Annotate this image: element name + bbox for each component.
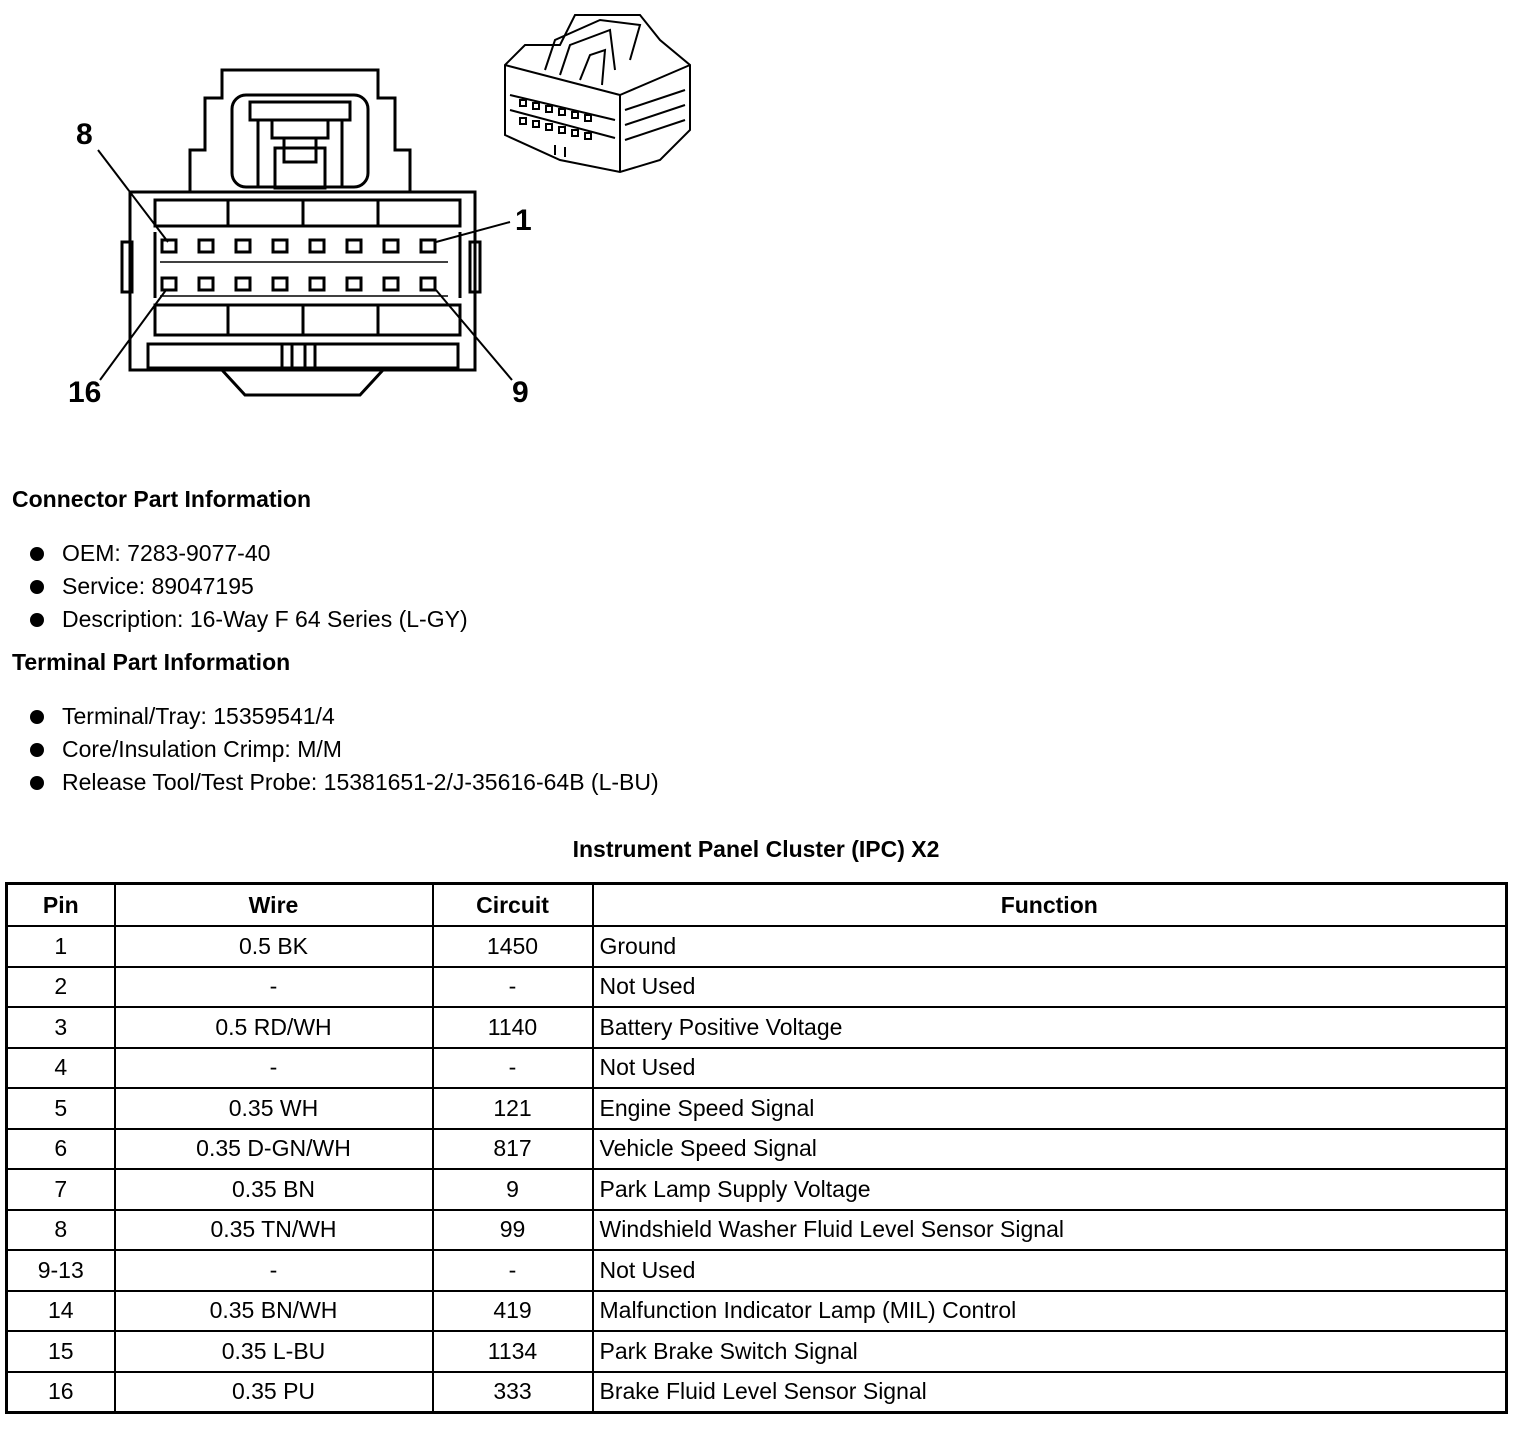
function-cell: Brake Fluid Level Sensor Signal [593,1372,1507,1413]
table-row [7,1372,1507,1413]
function-cell: Not Used [593,967,1507,1008]
pin-cell: 5 [7,1088,115,1129]
list-item: Description: 16-Way F 64 Series (L-GY) [28,603,468,636]
function-cell: Battery Positive Voltage [593,1007,1507,1048]
pin-label-9: 9 [512,376,529,409]
pin-cell: 14 [7,1291,115,1332]
table-header-row [7,884,1507,927]
circuit-cell: - [433,1048,593,1089]
pin-label-8: 8 [76,118,93,151]
wire-cell: - [115,1048,433,1089]
connector-3d-view [505,15,690,172]
wire-cell: 0.35 L-BU [115,1331,433,1372]
pin-label-1: 1 [515,204,532,237]
function-cell: Windshield Washer Fluid Level Sensor Signal [593,1210,1507,1251]
list-item: Terminal/Tray: 15359541/4 [28,700,659,733]
function-cell: Ground [593,926,1507,967]
table-row [7,1291,1507,1332]
table-row [7,1007,1507,1048]
terminal-info-list [28,700,659,799]
circuit-cell: 9 [433,1169,593,1210]
list-item: Release Tool/Test Probe: 15381651-2/J-35616-64B (L-BU) [28,766,659,799]
function-cell: Not Used [593,1048,1507,1089]
circuit-cell: 1450 [433,926,593,967]
function-cell: Park Brake Switch Signal [593,1331,1507,1372]
wire-cell: 0.35 BN [115,1169,433,1210]
pin-cell: 3 [7,1007,115,1048]
circuit-cell: - [433,1250,593,1291]
pin-cell: 16 [7,1372,115,1413]
wire-cell: 0.5 RD/WH [115,1007,433,1048]
table-title: Instrument Panel Cluster (IPC) X2 [572,836,940,862]
function-cell: Engine Speed Signal [593,1088,1507,1129]
function-cell: Park Lamp Supply Voltage [593,1169,1507,1210]
table-row [7,1210,1507,1251]
function-cell: Not Used [593,1250,1507,1291]
circuit-cell: 1134 [433,1331,593,1372]
circuit-cell: 333 [433,1372,593,1413]
pin-cell: 8 [7,1210,115,1251]
wire-cell: 0.35 TN/WH [115,1210,433,1251]
table-row [7,1129,1507,1170]
pin-cell: 15 [7,1331,115,1372]
circuit-cell: 121 [433,1088,593,1129]
table-row [7,1169,1507,1210]
list-item: Service: 89047195 [28,570,468,603]
wire-cell: 0.35 PU [115,1372,433,1413]
function-cell: Vehicle Speed Signal [593,1129,1507,1170]
wire-cell: - [115,1250,433,1291]
wire-cell: 0.35 D-GN/WH [115,1129,433,1170]
circuit-cell: 419 [433,1291,593,1332]
circuit-cell: 1140 [433,1007,593,1048]
column-header-function: Function [593,884,1507,927]
table-row [7,1250,1507,1291]
connector-info-list [28,537,468,636]
connector-info-heading: Connector Part Information [12,486,312,512]
column-header-pin: Pin [7,884,115,927]
circuit-cell: 99 [433,1210,593,1251]
pin-cell: 2 [7,967,115,1008]
function-cell: Malfunction Indicator Lamp (MIL) Control [593,1291,1507,1332]
wire-cell: 0.5 BK [115,926,433,967]
pin-cell: 4 [7,1048,115,1089]
pin-cell: 6 [7,1129,115,1170]
table-row [7,926,1507,967]
column-header-wire: Wire [115,884,433,927]
pin-label-16: 16 [68,376,102,409]
wire-cell: - [115,967,433,1008]
table-row [7,967,1507,1008]
pin-cell: 1 [7,926,115,967]
wire-cell: 0.35 BN/WH [115,1291,433,1332]
pin-cell: 7 [7,1169,115,1210]
table-row [7,1048,1507,1089]
circuit-cell: 817 [433,1129,593,1170]
pin-cell: 9-13 [7,1250,115,1291]
terminal-info-heading: Terminal Part Information [12,649,291,675]
column-header-circuit: Circuit [433,884,593,927]
pinout-table [5,882,1508,1414]
list-item: OEM: 7283-9077-40 [28,537,468,570]
table-row [7,1088,1507,1129]
list-item: Core/Insulation Crimp: M/M [28,733,659,766]
connector-diagram [0,0,760,440]
table-row [7,1331,1507,1372]
circuit-cell: - [433,967,593,1008]
wire-cell: 0.35 WH [115,1088,433,1129]
